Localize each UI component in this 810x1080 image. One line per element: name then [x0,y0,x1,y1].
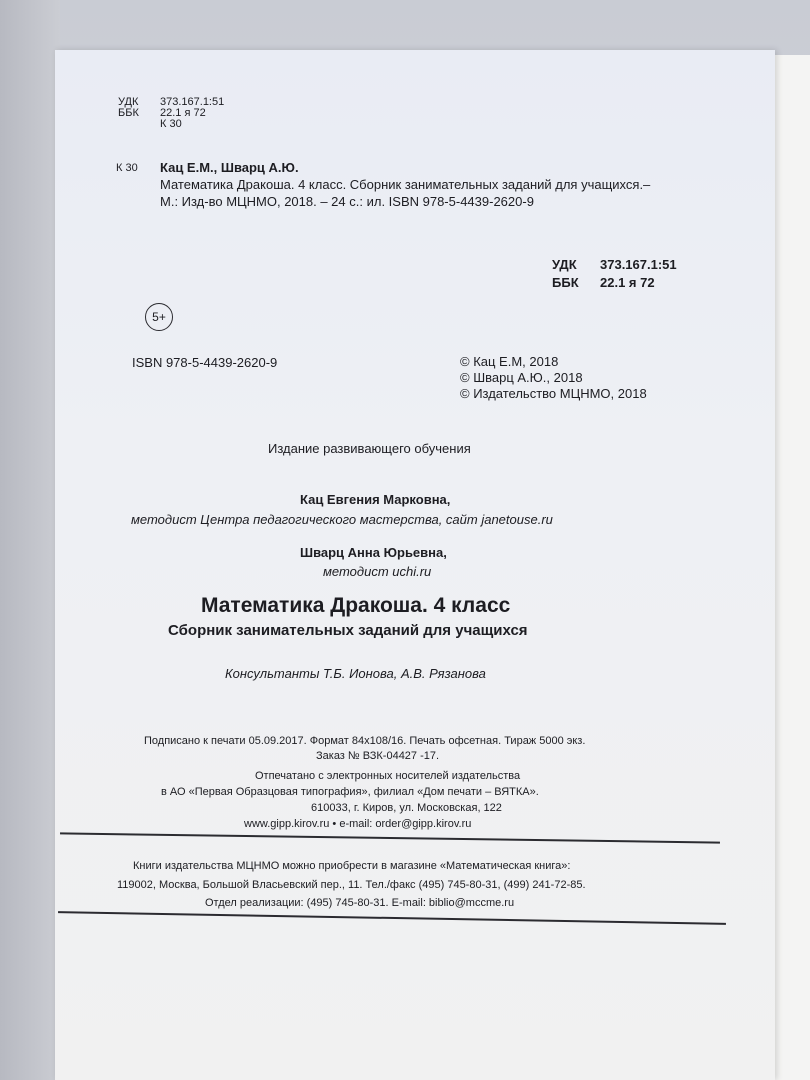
udk-label-right: УДК [552,257,577,272]
isbn: ISBN 978-5-4439-2620-9 [132,355,278,370]
copyright-line: © Шварц А.Ю., 2018 [460,370,583,385]
book-subtitle: Сборник занимательных заданий для учащихся [168,622,528,639]
printer-info-line: www.gipp.kirov.ru • e-mail: order@gipp.kirov.ru [244,818,472,830]
udk-value-top: 373.167.1:51 [160,96,225,108]
copyright-line: © Кац Е.М, 2018 [460,354,559,369]
consultants: Консультанты Т.Б. Ионова, А.В. Рязанова [225,666,486,681]
shop-info-line: 119002, Москва, Большой Власьевский пер., 11. Тел./факс (495) 745-80-31, (499) 241-72-85. [117,879,586,891]
bbk-value-top: 22.1 я 72 [160,107,206,119]
biblio-authors: Кац Е.М., Шварц А.Ю. [160,160,299,175]
bbk-label-top: ББК [118,107,139,119]
author2-role: методист uchi.ru [323,564,432,579]
copyright-line: © Издательство МЦНМО, 2018 [460,386,647,401]
biblio-mark: К 30 [116,162,138,174]
bbk-value-right: 22.1 я 72 [600,275,655,290]
print-info-line: Подписано к печати 05.09.2017. Формат 84х108/16. Печать офсетная. Тираж 5000 экз. [144,735,586,747]
biblio-line-1: Математика Дракоша. 4 класс. Сборник занимательных заданий для учащихся.– [160,177,651,192]
biblio-line-2: М.: Изд-во МЦНМО, 2018. – 24 с.: ил. ISBN 978-5-4439-2620-9 [160,194,534,209]
shop-info-line: Отдел реализации: (495) 745-80-31. E-mail: biblio@mccme.ru [205,897,515,909]
author2-name: Шварц Анна Юрьевна, [300,545,447,560]
book-title: Математика Дракоша. 4 класс [201,594,511,617]
bbk-label-right: ББК [552,275,579,290]
edition-type: Издание развивающего обучения [268,441,471,456]
book-spine-shadow [0,0,60,1080]
age-rating-badge: 5+ [145,303,173,331]
print-info-line: Заказ № ВЗК-04427 -17. [316,750,440,762]
udk-value-right: 373.167.1:51 [600,257,677,272]
author-mark-top: К 30 [160,118,182,130]
printer-info-line: 610033, г. Киров, ул. Московская, 122 [311,802,502,814]
author1-role: методист Центра педагогического мастерства, сайт janetouse.ru [131,512,553,527]
udk-label-top: УДК [118,96,139,108]
shop-info-line: Книги издательства МЦНМО можно приобрести в магазине «Математическая книга»: [133,860,571,872]
author1-name: Кац Евгения Марковна, [300,492,451,507]
printer-info-line: Отпечатано с электронных носителей издательства [255,770,521,782]
printer-info-line: в АО «Первая Образцовая типография», филиал «Дом печати – ВЯТКА». [161,786,539,798]
